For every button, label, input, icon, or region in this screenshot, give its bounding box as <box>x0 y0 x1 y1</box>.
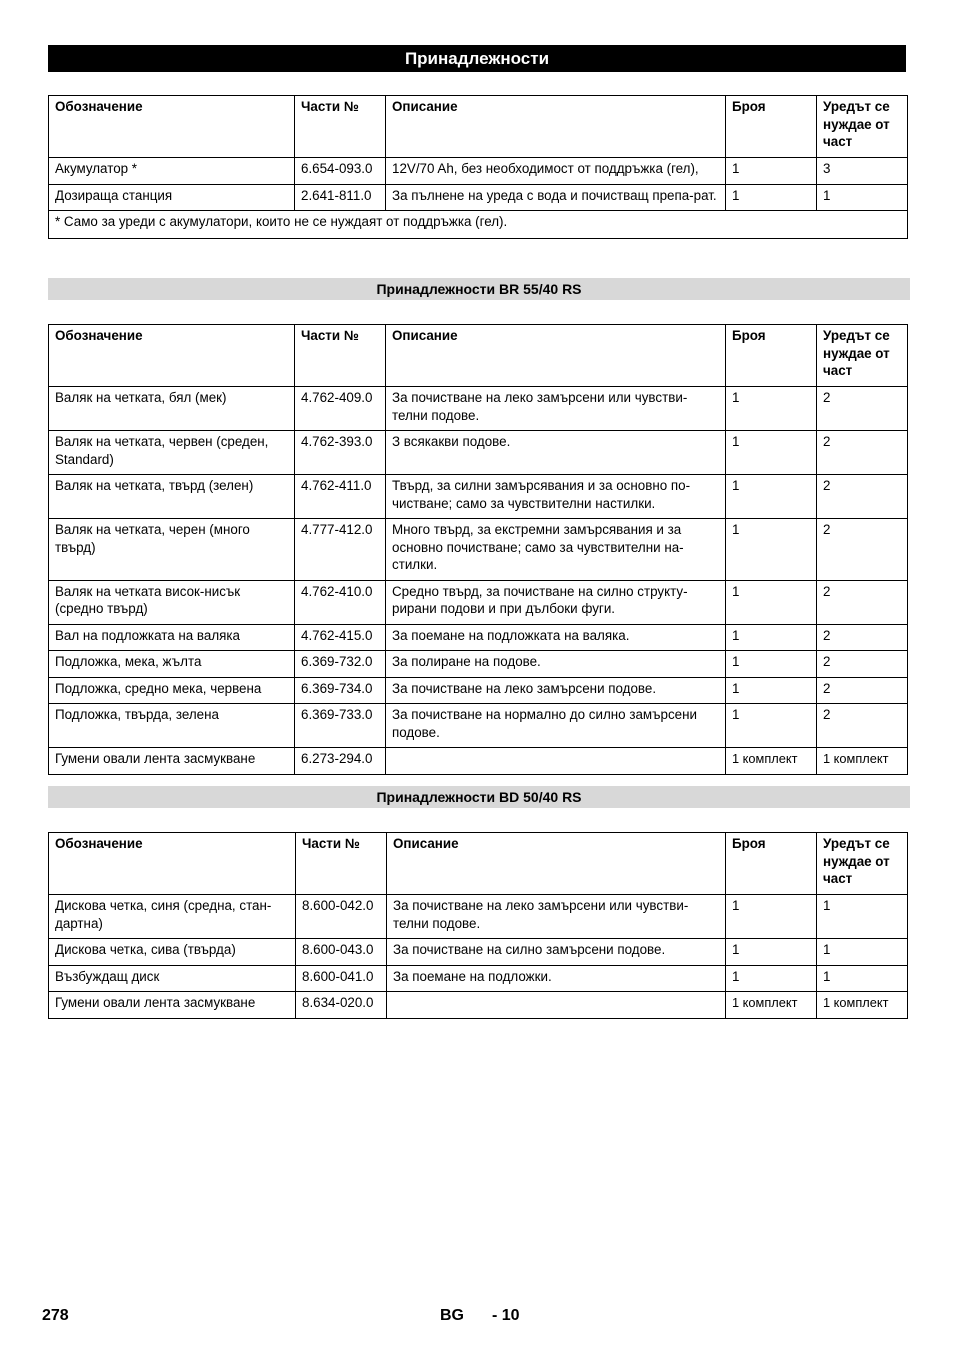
cell-quantity: 1 комплект <box>726 992 817 1019</box>
table-row <box>49 704 908 748</box>
table-row <box>49 992 908 1019</box>
section-title-br: Принадлежности BR 55/40 RS <box>48 278 910 300</box>
cell-description: За поемане на подложката на валяка. <box>386 624 726 651</box>
cell-part-number: 8.600-042.0 <box>296 895 387 939</box>
cell-required: 1 <box>817 965 908 992</box>
col-header-required: Уредът се нуждае от част <box>817 96 908 158</box>
cell-required: 3 <box>817 158 908 185</box>
cell-required: 1 <box>817 939 908 966</box>
cell-description: За полиране на подове. <box>386 651 726 678</box>
cell-quantity: 1 <box>726 387 817 431</box>
cell-description: Твърд, за силни замърсявания и за основно по-чистване; само за чувствителни настилки. <box>386 475 726 519</box>
col-header-quantity: Броя <box>726 833 817 895</box>
table-row <box>49 677 908 704</box>
col-header-description: Описание <box>387 833 726 895</box>
col-header-designation: Обозначение <box>49 96 295 158</box>
page-number: 278 <box>42 1307 69 1324</box>
table-header-row <box>49 96 908 158</box>
cell-part-number: 4.762-411.0 <box>295 475 386 519</box>
cell-required: 2 <box>817 519 908 581</box>
cell-designation: Дозираща станция <box>49 184 295 211</box>
table-row <box>49 475 908 519</box>
section-title-bd: Принадлежности BD 50/40 RS <box>48 786 910 808</box>
cell-part-number: 4.762-410.0 <box>295 580 386 624</box>
table-row <box>49 939 908 966</box>
cell-designation: Дискова четка, синя (средна, стан-дартна) <box>49 895 296 939</box>
cell-designation: Подложка, средно мека, червена <box>49 677 295 704</box>
cell-description: З всякакви подове. <box>386 431 726 475</box>
cell-required: 2 <box>817 704 908 748</box>
col-header-quantity: Броя <box>726 96 817 158</box>
cell-designation: Възбуждащ диск <box>49 965 296 992</box>
cell-required: 2 <box>817 651 908 678</box>
cell-designation: Гумени овали лента засмукване <box>49 992 296 1019</box>
cell-designation: Валяк на четката, твърд (зелен) <box>49 475 295 519</box>
cell-description <box>387 992 726 1019</box>
cell-designation: Гумени овали лента засмукване <box>49 748 295 775</box>
cell-required: 2 <box>817 387 908 431</box>
cell-description: За поемане на подложки. <box>387 965 726 992</box>
col-header-required: Уредът се нуждае от част <box>817 833 908 895</box>
col-header-quantity: Броя <box>726 325 817 387</box>
cell-quantity: 1 <box>726 184 817 211</box>
cell-part-number: 2.641-811.0 <box>295 184 386 211</box>
table-row <box>49 580 908 624</box>
cell-quantity: 1 <box>726 651 817 678</box>
cell-designation: Валяк на четката висок-нисък (средно твърд) <box>49 580 295 624</box>
col-header-designation: Обозначение <box>49 325 295 387</box>
accessories-table-bd <box>48 832 908 1019</box>
cell-designation: Дискова четка, сива (твърда) <box>49 939 296 966</box>
cell-description: За почистване на леко замърсени подове. <box>386 677 726 704</box>
cell-quantity: 1 комплект <box>726 748 817 775</box>
cell-quantity: 1 <box>726 431 817 475</box>
cell-designation: Подложка, мека, жълта <box>49 651 295 678</box>
cell-required: 2 <box>817 624 908 651</box>
cell-required: 2 <box>817 677 908 704</box>
table-row <box>49 387 908 431</box>
col-header-part-number: Части № <box>295 96 386 158</box>
page-title: Принадлежности <box>48 45 906 72</box>
cell-quantity: 1 <box>726 677 817 704</box>
table-row <box>49 624 908 651</box>
cell-designation: Подложка, твърда, зелена <box>49 704 295 748</box>
table-row <box>49 519 908 581</box>
cell-part-number: 6.369-733.0 <box>295 704 386 748</box>
cell-required: 2 <box>817 431 908 475</box>
cell-required: 1 <box>817 184 908 211</box>
table-row <box>49 748 908 775</box>
cell-quantity: 1 <box>726 580 817 624</box>
cell-quantity: 1 <box>726 939 817 966</box>
table-row <box>49 895 908 939</box>
cell-description: Много твърд, за екстремни замърсявания и за основно почистване; само за чувствителни на-стилки. <box>386 519 726 581</box>
cell-description: За почистване на силно замърсени подове. <box>387 939 726 966</box>
col-header-part-number: Части № <box>295 325 386 387</box>
cell-description: 12V/70 Ah, без необходимост от поддръжка (гел), <box>386 158 726 185</box>
table-header-row <box>49 833 908 895</box>
cell-quantity: 1 <box>726 475 817 519</box>
table-row <box>49 431 908 475</box>
table-row <box>49 651 908 678</box>
cell-quantity: 1 <box>726 158 817 185</box>
cell-part-number: 6.273-294.0 <box>295 748 386 775</box>
accessories-table-general <box>48 95 908 239</box>
cell-required: 1 комплект <box>817 992 908 1019</box>
cell-required: 1 <box>817 895 908 939</box>
cell-part-number: 6.654-093.0 <box>295 158 386 185</box>
cell-designation: Вал на подложката на валяка <box>49 624 295 651</box>
cell-quantity: 1 <box>726 895 817 939</box>
cell-description: Средно твърд, за почистване на силно структу-рирани подови и при дълбоки фуги. <box>386 580 726 624</box>
table-row <box>49 965 908 992</box>
cell-designation: Акумулатор * <box>49 158 295 185</box>
footnote: * Само за уреди с акумулатори, които не се нуждаят от поддръжка (гел). <box>49 211 908 239</box>
cell-part-number: 6.369-734.0 <box>295 677 386 704</box>
cell-required: 2 <box>817 475 908 519</box>
cell-part-number: 4.777-412.0 <box>295 519 386 581</box>
col-header-designation: Обозначение <box>49 833 296 895</box>
cell-designation: Валяк на четката, червен (среден, Standard) <box>49 431 295 475</box>
cell-required: 2 <box>817 580 908 624</box>
cell-required: 1 комплект <box>817 748 908 775</box>
col-header-required: Уредът се нуждае от част <box>817 325 908 387</box>
cell-part-number: 4.762-409.0 <box>295 387 386 431</box>
accessories-table-br <box>48 324 908 775</box>
cell-part-number: 4.762-393.0 <box>295 431 386 475</box>
cell-description: За почистване на леко замърсени или чувстви-телни подове. <box>386 387 726 431</box>
table-header-row <box>49 325 908 387</box>
cell-description <box>386 748 726 775</box>
table-row <box>49 184 908 211</box>
col-header-description: Описание <box>386 96 726 158</box>
col-header-description: Описание <box>386 325 726 387</box>
cell-part-number: 8.634-020.0 <box>296 992 387 1019</box>
table-row <box>49 158 908 185</box>
cell-designation: Валяк на четката, черен (много твърд) <box>49 519 295 581</box>
cell-description: За пълнене на уреда с вода и почистващ препа-рат. <box>386 184 726 211</box>
cell-quantity: 1 <box>726 519 817 581</box>
cell-quantity: 1 <box>726 704 817 748</box>
table-note-row <box>49 211 908 239</box>
cell-designation: Валяк на четката, бял (мек) <box>49 387 295 431</box>
cell-quantity: 1 <box>726 624 817 651</box>
cell-description: За почистване на леко замърсени или чувстви-телни подове. <box>387 895 726 939</box>
cell-part-number: 8.600-043.0 <box>296 939 387 966</box>
language-code: BG <box>440 1307 464 1324</box>
cell-part-number: 8.600-041.0 <box>296 965 387 992</box>
cell-description: За почистване на нормално до силно замърсени подове. <box>386 704 726 748</box>
col-header-part-number: Части № <box>296 833 387 895</box>
sub-page-number: - 10 <box>492 1307 520 1324</box>
cell-part-number: 6.369-732.0 <box>295 651 386 678</box>
cell-quantity: 1 <box>726 965 817 992</box>
cell-part-number: 4.762-415.0 <box>295 624 386 651</box>
